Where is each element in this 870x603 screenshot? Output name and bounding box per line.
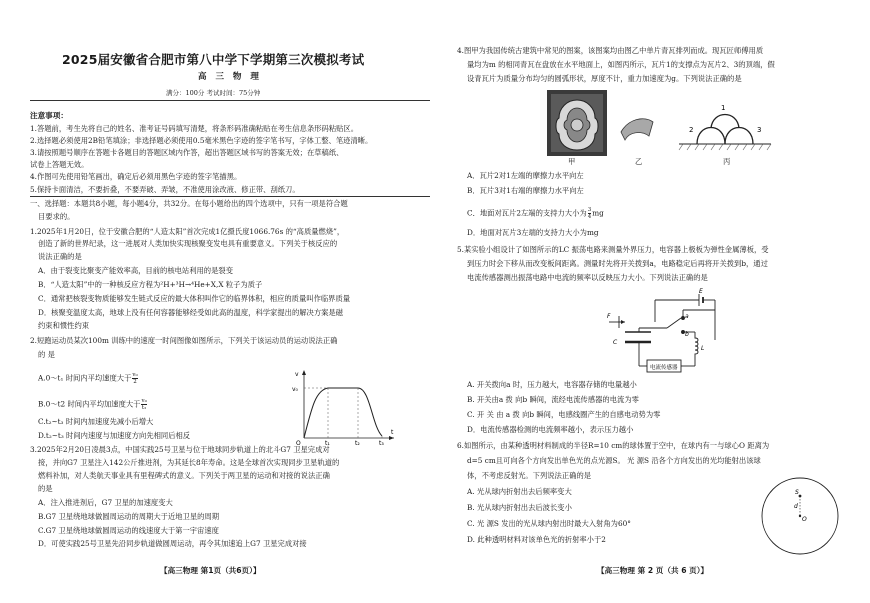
q4-stem: 量均为m 的相同青瓦在盘放在水平地面上，如图丙所示，瓦片1的支撑点为瓦片2、3的顶端，假: [467, 60, 775, 69]
tile-2-label: 2: [689, 126, 694, 134]
notice-item: 2.选择题必须使用2B铅笔填涂；非选择题必须使用0.5毫米黑色字迹的签字笔书写，字体工整、笔迹清晰。: [30, 136, 373, 145]
right-page: [435, 0, 870, 603]
origin-label: O: [296, 440, 301, 446]
q6-stem: 6.如图所示，由某种透明材料制成的半径R=10 cm的球体置于空中，在球内有一与球心O 距离为: [457, 441, 770, 450]
score-line: 满分：100分 考试时间：75分钟: [166, 89, 261, 97]
q5-stem: 电流传感器测出振荡电路中电流的频率以反映压力大小。下列说法正确的是: [467, 273, 708, 282]
q2-option-c: C.t₂~t₃ 时间内加速度先减小后增大: [38, 417, 154, 426]
q4-option-d: D．地面对瓦片3左端的支持力大小为mg: [467, 228, 599, 237]
notice-item: 试卷上答题无效。: [30, 160, 89, 169]
q1-option-d: D．核聚变温度太高，地球上没有任何容器能够经受如此高的温度，科学家提出的解决方案是磁: [38, 308, 344, 317]
force-label: F: [607, 313, 611, 320]
center-o-label: O: [802, 516, 807, 523]
q5-option-c: C. 开 关 由 a 拨 向b 瞬间，电感线圈产生的自感电动势为零: [467, 410, 661, 419]
notice-item: 4.作图可先使用铅笔画出，确定后必须用黑色字迹的签字笔描黑。: [30, 172, 242, 181]
q1-option-d-cont: 约束和惯性约束: [38, 321, 90, 330]
q1-stem: 说法正确的是: [38, 252, 82, 261]
q6-stem: d=5 cm且可向各个方向发出单色光的点光源S。 光 源S 沿各个方向发出的光均能射出该球: [467, 456, 761, 465]
q3-option-c: C.G7 卫星绕地球做圆周运动的线速度大于第一宇宙速度: [38, 526, 219, 535]
q4-fig-jia: [547, 90, 607, 165]
fig-label-yi: 乙: [635, 157, 643, 166]
q2-option-d: D.t₂~t₃ 时间内速度与加速度方向先相同后相反: [38, 431, 191, 440]
page-footer: 【高三物理 第 2 页（共 6 页）】: [597, 566, 709, 575]
tile-1-label: 1: [721, 104, 726, 112]
q3-stem: 的是: [38, 484, 53, 493]
t2-label: t₂: [355, 440, 360, 446]
q4-option-c: C．地面对瓦片2左端的支持力大小为 $\frac{3}{4}$ mg: [467, 207, 604, 220]
q3-stem: 3.2025年2月20日凌晨3点，中国实践25号卫星与位于地球同步轨道上的北斗G7 卫星完成对: [30, 445, 330, 454]
notice-item: 3.请按照题号顺序在答题卡各题目的答题区域内作答，超出答题区域书写的答案无效；在草稿纸、: [30, 148, 344, 157]
q4-option-b: B．瓦片3对1右端的摩擦力水平向左: [467, 186, 584, 195]
q3-option-d: D．可使实践25号卫星先沿同步轨道做圆周运动，再令其加速追上G7 卫星完成对接: [38, 539, 307, 548]
t1-label: t₁: [325, 440, 330, 446]
q5-stem: 到压力时会下移从而改变板间距离。测量时先将开关拨到a，电路稳定后再将开关拨到b，通过: [467, 259, 768, 268]
q1-option-c: C．通常把核裂变物质能够发生链式反应的最大体积叫作它的临界体积，相应的质量叫作临界质量: [38, 294, 351, 303]
section-heading-cont: 目要求的。: [38, 212, 75, 221]
q4-fig-yi: [617, 112, 657, 144]
capacitor-label: C: [613, 339, 618, 346]
switch-a-label: a: [685, 313, 689, 320]
q3-option-b: B.G7 卫星绕地球做圆周运动的周期大于近地卫星的周期: [38, 512, 220, 521]
fig-label-jia: 甲: [568, 157, 576, 166]
q6-sphere-figure: [757, 474, 843, 560]
q6-stem: 体，不考虑反射光。下列说法正确的是: [467, 471, 592, 480]
divider: [30, 196, 430, 197]
q6-option-a: A. 光从球内折射出去后频率变大: [467, 487, 572, 496]
q1-option-b: B．“人造太阳”中的一种核反应方程为²H+³H→⁴He+X,X 粒子为质子: [38, 280, 263, 289]
distance-d-label: d: [794, 503, 798, 510]
section-heading: 一、选择题：本题共8小题，每小题4分，共32分。在每小题给出的四个选项中，只有一项是符合题: [30, 199, 348, 208]
q5-option-a: A. 开关拨向a 时，压力越大，电容器存储的电量越小: [467, 380, 637, 389]
q2-vt-graph: [290, 366, 400, 446]
notice-item: 1.答题前，考生先将自己的姓名、准考证号码填写清楚，将条形码准确粘贴在考生信息条形码粘贴区。: [30, 124, 359, 133]
source-s-label: S: [795, 489, 799, 496]
divider: [30, 100, 430, 101]
emf-label: E: [699, 288, 703, 295]
page-footer: 【高三物理 第1页（共6页）】: [160, 566, 261, 575]
q2-stem: 的 是: [38, 350, 55, 359]
q1-stem: 1.2025年1月20日，位于安徽合肥的“人造太阳”首次完成1亿摄氏度1066.76s 的“高质量燃烧”，: [30, 227, 345, 236]
q3-stem: 接，并向G7 卫星注入142公斤推进剂，为其延长8年寿命。这是全球首次实现同步卫星轨道的: [38, 458, 340, 467]
q4-stem: 4.图甲为我国传统古建筑中常见的图案，该图案均由图乙中单片青瓦排列而成。现瓦匠师傅用质: [457, 46, 764, 55]
q4-fig-bing: [675, 100, 775, 154]
q5-lc-circuit: [595, 288, 725, 374]
q4-option-a: A．瓦片2对1左端的摩擦力水平向左: [467, 171, 584, 180]
t-axis-label: t: [391, 429, 394, 436]
notice-item: 5.保持卡面清洁，不要折叠，不要弄破、弄皱，不准使用涂改液、修正带、刮纸刀。: [30, 185, 300, 194]
q6-option-c: C. 光 源S 发出的光从球内射出时最大入射角为60°: [467, 519, 631, 528]
q5-option-b: B. 开关由a 拨 向b 瞬间，流经电流传感器的电流为零: [467, 395, 639, 404]
exam-subtitle: 高 三 物 理: [198, 72, 262, 82]
q2-stem: 2.短跑运动员某次100m 训练中的速度一时间图像如图所示，下列关于该运动员的运动说法正确: [30, 336, 338, 345]
notice-heading: 注意事项：: [30, 111, 68, 120]
v0-label: v₀: [292, 386, 298, 393]
q1-stem: 创造了新的世界纪录，这一进展对人类加快实现核聚变发电具有重要意义。下列关于核反应的: [38, 239, 338, 248]
q1-option-a: A．由于裂变比聚变产能效率高，目前的核电站利用的是裂变: [38, 266, 233, 275]
fig-label-bing: 丙: [723, 157, 731, 166]
exam-title: 2025届安徽省合肥市第八中学下学期第三次模拟考试: [62, 52, 365, 67]
t3-label: t₃: [379, 440, 384, 446]
tile-3-label: 3: [757, 126, 762, 134]
q4-stem: 设青瓦片为质量分布均匀的圆弧形状，厚度不计，重力加速度为g。下列说法正确的是: [467, 74, 742, 83]
inductor-label: L: [701, 345, 705, 352]
switch-b-label: b: [685, 331, 689, 338]
v-axis-label: v: [295, 371, 299, 378]
q6-option-d: D. 此种透明材料对该单色光的折射率小于2: [467, 535, 606, 544]
q5-option-d: D．电流传感器检测的电流频率越小，表示压力越小: [467, 425, 634, 434]
q2-option-b: B.0～t2 时间内平均加速度大于 $\frac{\text{v₀}}{\text{t₂}}$: [38, 398, 147, 411]
q3-option-a: A．注入推进剂后，G7 卫星的加速度变大: [38, 498, 173, 507]
current-sensor-label: 电流传感器: [650, 365, 678, 371]
q6-option-b: B. 光从球内折射出去后波长变小: [467, 503, 572, 512]
q2-option-a: A.0～t₁ 时间内平均速度大于 $\frac{\text{v₀}}{2}$: [38, 372, 138, 385]
q3-stem: 燃料补加，对人类航天事业具有里程碑式的意义。下列关于两卫星的运动和对接的说法正确: [38, 471, 330, 480]
q5-stem: 5.某实验小组设计了如图所示的LC 振荡电路来测量外界压力，电容器上极板为弹性金属薄板，受: [457, 245, 769, 254]
